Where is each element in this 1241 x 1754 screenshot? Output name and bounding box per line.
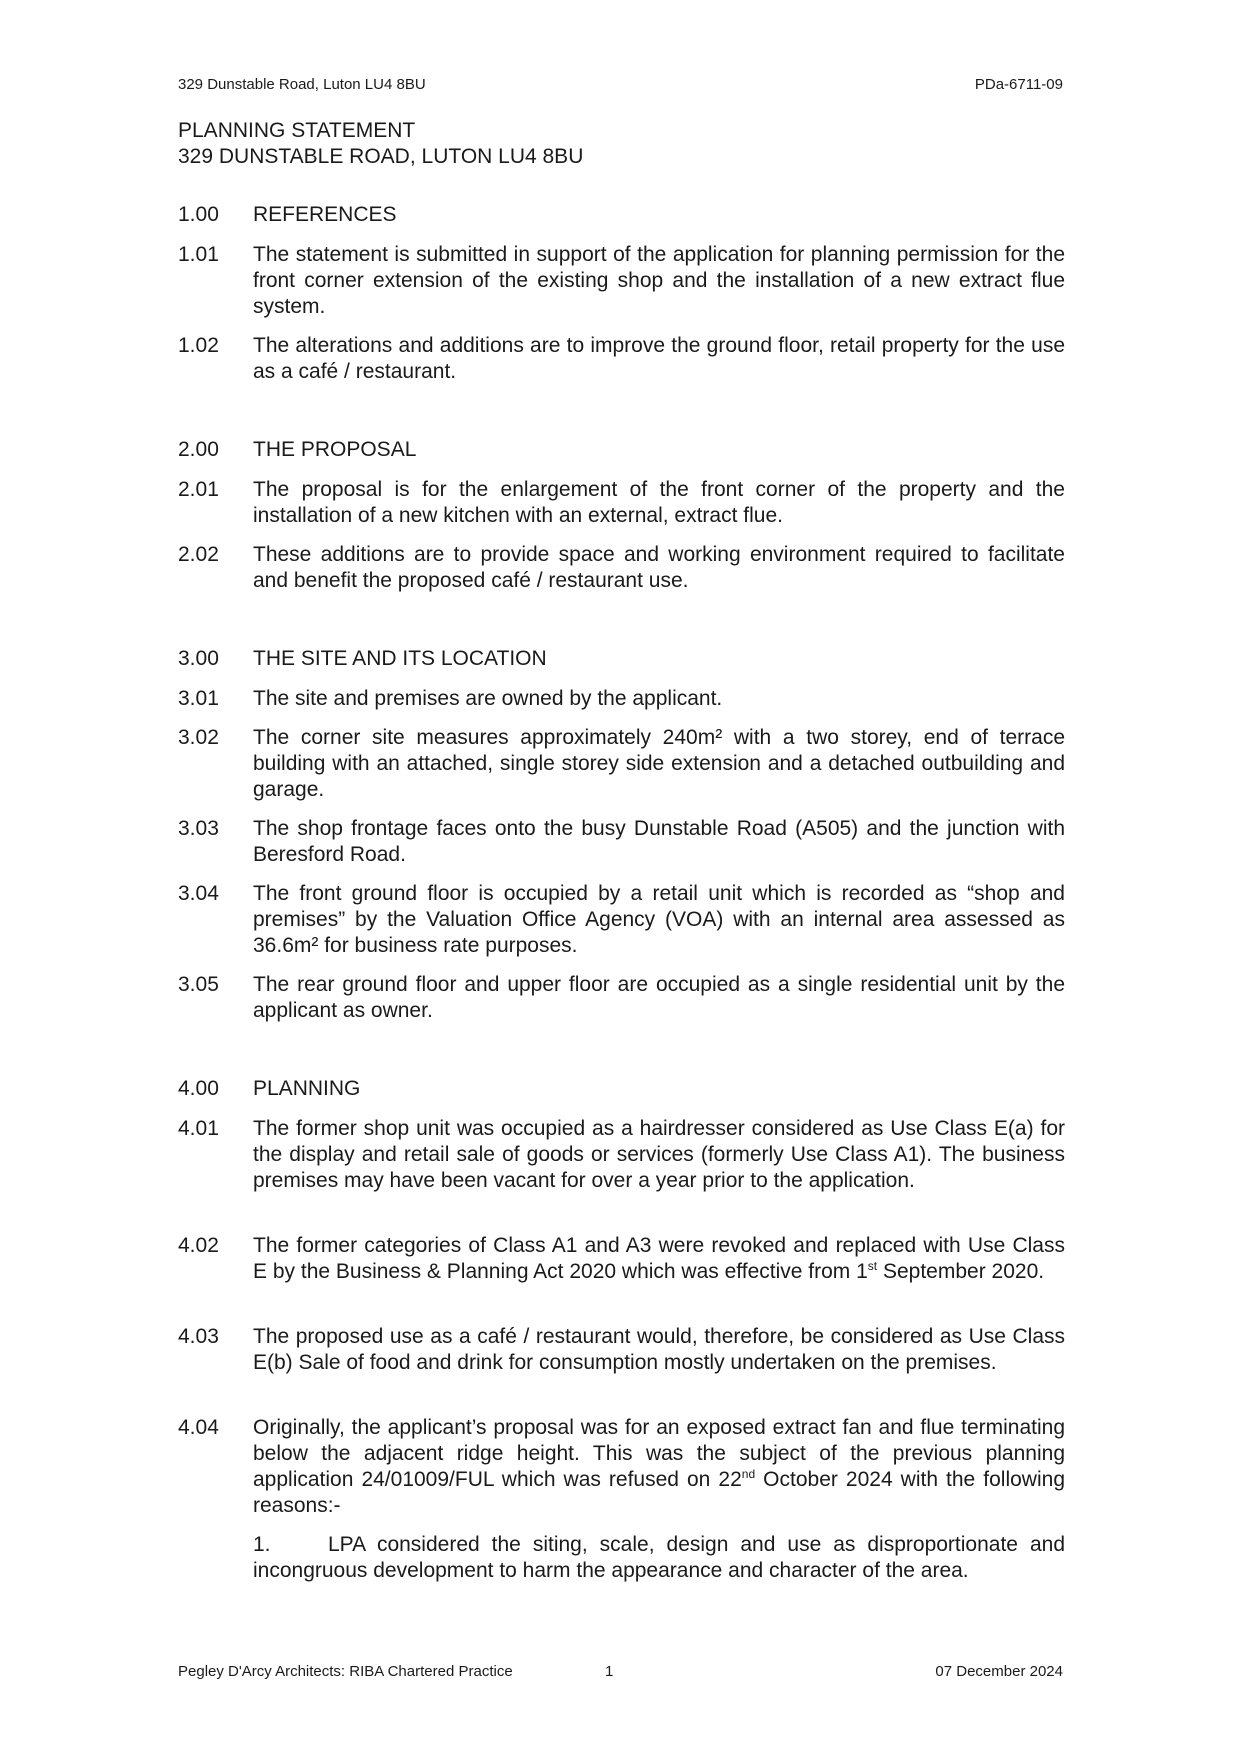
paragraph-text: These additions are to provide space and working environment required to facilitate and benefit the proposed café / restaurant use. [253,543,1065,592]
ordinal-suffix: nd [741,1467,756,1481]
paragraph-number: 4.03 [178,1325,219,1348]
section-number: 3.00 [178,647,219,670]
section-number: 2.00 [178,438,219,461]
paragraph-text: The alterations and additions are to improve the ground floor, retail property for the use as a café / restaurant. [253,334,1065,383]
paragraph-text: The front ground floor is occupied by a retail unit which is recorded as “shop and premises” by the Valuation Office Agency (VOA) with an internal area assessed as 36.6m² for business rate purposes. [253,882,1065,957]
section-heading-references [178,202,1065,228]
paragraph-3-03 [178,816,1065,868]
paragraph-4-02 [178,1233,1065,1285]
paragraph-text [253,1415,1065,1519]
paragraph-number: 4.02 [178,1234,219,1257]
section-title: THE SITE AND ITS LOCATION [253,647,547,670]
paragraph-number: 1.01 [178,243,219,266]
ordinal-suffix: st [867,1259,878,1273]
footer-date: 07 December 2024 [935,1663,1063,1680]
paragraph-number: 3.05 [178,973,219,996]
document-title [178,118,583,170]
paragraph-text-part: Originally, the applicant’s proposal was for an exposed extract fan and flue terminating below the adjacent ridge height. This was the subject of the previous planning application 24/01009/FUL which was refused on 22 [253,1416,1065,1491]
paragraph-text: The site and premises are owned by the applicant. [253,687,723,710]
paragraph-text: The corner site measures approximately 240m² with a two storey, end of terrace building with an attached, single storey side extension and a detached outbuilding and garage. [253,726,1065,801]
paragraph-number: 2.02 [178,543,219,566]
paragraph-4-04 [178,1415,1065,1519]
paragraph-text-part: October 2024 with the following reasons:- [253,1468,1065,1517]
paragraph-3-04 [178,881,1065,959]
paragraph-text: The proposed use as a café / restaurant would, therefore, be considered as Use Class E(b) Sale of food and drink for consumption mostly undertaken on the premises. [253,1325,1065,1374]
section-number: 4.00 [178,1077,219,1100]
paragraph-number: 4.01 [178,1117,219,1140]
refusal-reason-1 [253,1532,1065,1584]
paragraph-text: The shop frontage faces onto the busy Dunstable Road (A505) and the junction with Beresford Road. [253,817,1065,866]
paragraph-text: The rear ground floor and upper floor are occupied as a single residential unit by the applicant as owner. [253,973,1065,1022]
paragraph-3-02 [178,725,1065,803]
paragraph-number: 3.02 [178,726,219,749]
paragraph-number: 3.01 [178,687,219,710]
header-reference: PDa-6711-09 [974,76,1063,93]
paragraph-number: 1.02 [178,334,219,357]
paragraph-text [253,1233,1065,1285]
section-heading-site-location [178,646,1065,672]
paragraph-4-01 [178,1116,1065,1194]
section-heading-proposal [178,437,1065,463]
paragraph-1-02 [178,333,1065,385]
reason-number: 1. [253,1533,271,1556]
footer-page-number: 1 [605,1663,614,1680]
header-address: 329 Dunstable Road, Luton LU4 8BU [178,76,426,93]
paragraph-number: 2.01 [178,478,219,501]
title-line-2: 329 DUNSTABLE ROAD, LUTON LU4 8BU [178,145,584,168]
paragraph-text: The former shop unit was occupied as a hairdresser considered as Use Class E(a) for the display and retail sale of goods or services (formerly Use Class A1). The business premises may have been vacant for over a year prior to the application. [253,1117,1065,1192]
paragraph-1-01 [178,242,1065,320]
section-title: REFERENCES [253,203,397,226]
paragraph-4-03 [178,1324,1065,1376]
paragraph-2-01 [178,477,1065,529]
paragraph-number: 3.04 [178,882,219,905]
section-heading-planning [178,1076,1065,1102]
paragraph-3-05 [178,972,1065,1024]
section-title: THE PROPOSAL [253,438,417,461]
section-title: PLANNING [253,1077,361,1100]
section-number: 1.00 [178,203,219,226]
title-line-1: PLANNING STATEMENT [178,119,416,142]
paragraph-text-part: September 2020. [877,1260,1045,1283]
paragraph-text: The statement is submitted in support of the application for planning permission for the front corner extension of the existing shop and the installation of a new extract flue system. [253,243,1065,318]
reason-text: LPA considered the siting, scale, design and use as disproportionate and incongruous development to harm the appearance and character of the area. [253,1533,1065,1582]
paragraph-3-01 [178,686,1065,712]
paragraph-2-02 [178,542,1065,594]
footer-practice: Pegley D'Arcy Architects: RIBA Chartered Practice [178,1663,513,1680]
paragraph-text-part: The former categories of Class A1 and A3 were revoked and replaced with Use Class E by the Business & Planning Act 2020 which was effective from 1 [253,1234,1065,1283]
paragraph-number: 4.04 [178,1416,219,1439]
paragraph-number: 3.03 [178,817,219,840]
paragraph-text: The proposal is for the enlargement of the front corner of the property and the installation of a new kitchen with an external, extract flue. [253,478,1065,527]
